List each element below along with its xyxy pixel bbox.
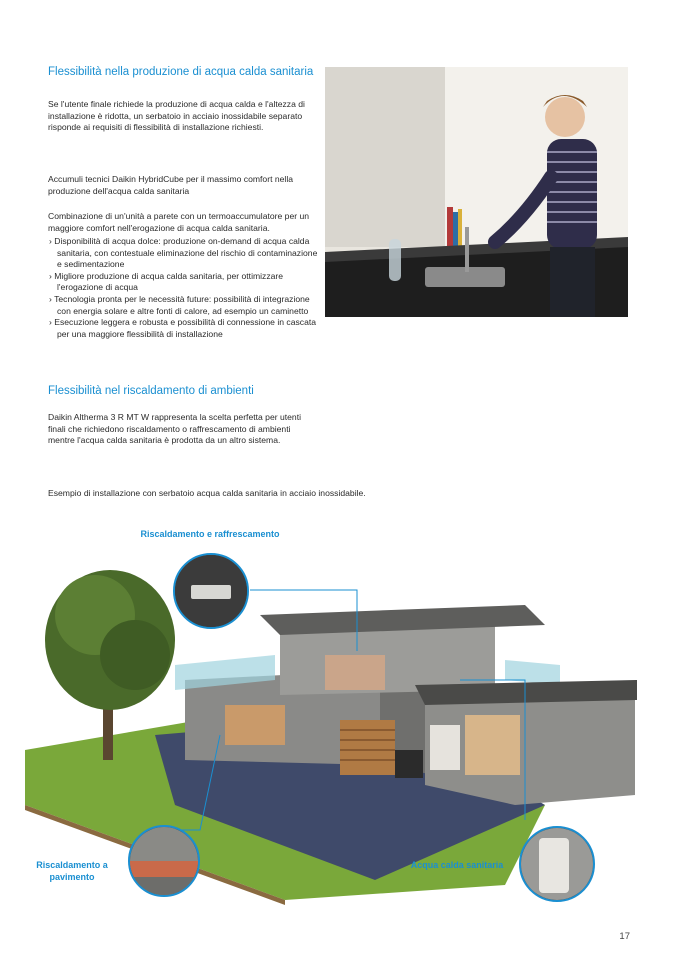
- list-item: › Disponibilità di acqua dolce: produzione on-demand di acqua calda sanitaria, con contestuale eliminazione del rischio di contaminazione e sedimentazione: [48, 236, 320, 271]
- page-number: 17: [619, 931, 630, 942]
- label-heating-cooling: Riscaldamento e raffrescamento: [140, 529, 280, 539]
- combination-paragraph: Combinazione di un'unità a parete con un termoaccumulatore per un maggiore comfort nell'erogazione di acqua calda sanitaria.: [48, 211, 310, 233]
- heating-paragraph: Daikin Altherma 3 R MT W rappresenta la scelta perfetta per utenti finali che richiedono riscaldamento o raffrescamento di ambienti mentre l'acqua calda sanitaria è prodotta da un altro sistema.: [48, 412, 301, 446]
- figure-caption: Esempio di installazione con serbatoio acqua calda sanitaria in acciaio inossidabile.: [48, 488, 366, 498]
- section-title-hot-water: Flessibilità nella produzione di acqua calda sanitaria: [48, 66, 314, 78]
- hot-water-detail-circle: [519, 826, 595, 902]
- label-underfloor-heating: Riscaldamento a pavimento: [36, 860, 108, 882]
- label-hot-water: Acqua calda sanitaria: [410, 860, 504, 870]
- heating-cooling-detail-circle: [173, 553, 249, 629]
- section-title-heating: Flessibilità nel riscaldamento di ambienti: [48, 385, 254, 397]
- accumuli-paragraph: Accumuli tecnici Daikin HybridCube per il massimo comfort nella produzione dell'acqua calda sanitaria: [48, 174, 294, 196]
- list-item: › Tecnologia pronta per le necessità future: possibilità di integrazione con energia solare e altre fonti di calore, ad esempio un caminetto: [48, 294, 320, 317]
- list-item: › Migliore produzione di acqua calda sanitaria, per ottimizzare l'erogazione di acqua: [48, 271, 320, 294]
- feature-list: [48, 236, 320, 340]
- underfloor-detail-circle: [128, 825, 200, 897]
- intro-paragraph: Se l'utente finale richiede la produzione di acqua calda e l'altezza di installazione è ridotta, un serbatoio in acciaio inossidabile separato risponde ai requisiti di flessibilità di installazione richiesti.: [48, 99, 305, 133]
- kitchen-photo: [325, 67, 628, 317]
- list-item: › Esecuzione leggera e robusta e possibilità di connessione in cascata per una maggiore flessibilità di installazione: [48, 317, 320, 340]
